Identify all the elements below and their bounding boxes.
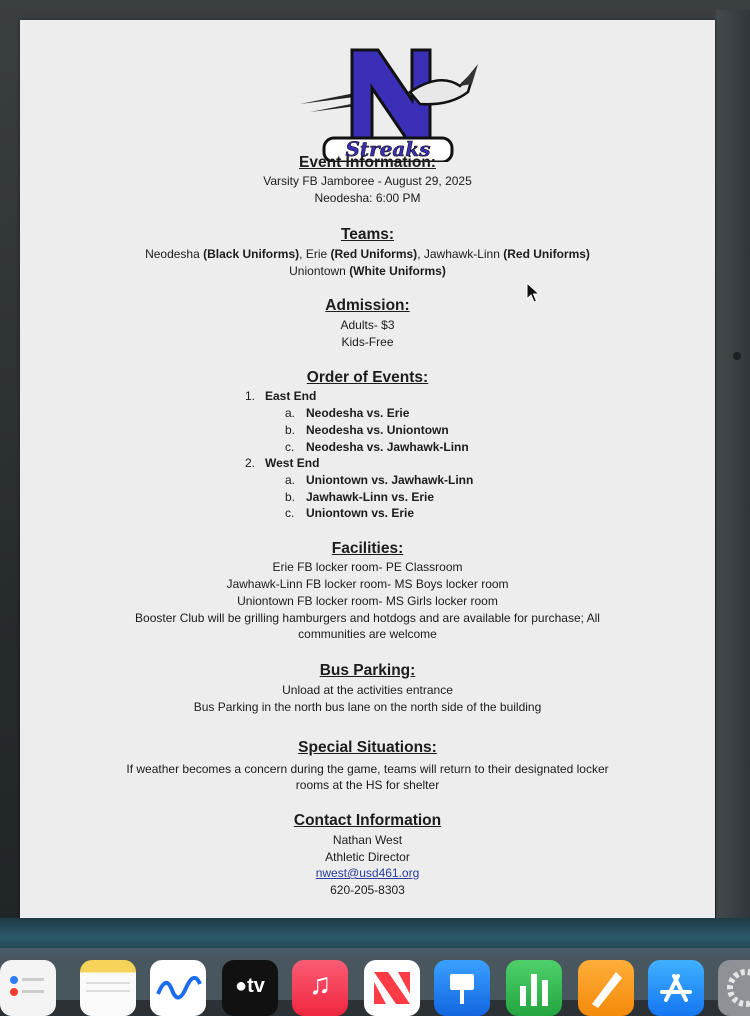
order-group-east-end: East End [265, 389, 317, 403]
special-line: rooms at the HS for shelter [295, 778, 440, 792]
order-heading: Order of Events: [306, 369, 429, 386]
facilities-line: communities are welcome [298, 627, 437, 641]
list-item-letter: b. [285, 423, 296, 437]
contact-title: Athletic Director [325, 850, 410, 864]
facilities-heading: Facilities: [331, 540, 404, 557]
facilities-line: Erie FB locker room- PE Classroom [272, 560, 463, 574]
logo-wordmark: Streaks [345, 137, 431, 161]
contact-heading: Contact Information [293, 812, 442, 829]
team-jawhawk-linn: Jawhawk-Linn [423, 247, 500, 261]
keynote-app-icon[interactable] [434, 960, 490, 1016]
numbers-app-icon[interactable] [506, 960, 562, 1016]
streaks-logo [300, 42, 480, 162]
tv-label: tv [247, 975, 265, 997]
admission-adults: Adults- $3 [340, 318, 395, 332]
team-neodesha: Neodesha [145, 247, 200, 261]
facilities-line: Jawhawk-Linn FB locker room- MS Boys locker room [226, 577, 509, 591]
list-item-letter: b. [285, 490, 296, 504]
team-neodesha-uniform: (Black Uniforms) [203, 247, 300, 261]
app-store-app-icon[interactable] [648, 960, 704, 1016]
team-jawhawk-linn-uniform: (Red Uniforms) [503, 247, 590, 261]
list-item-letter: a. [285, 473, 296, 487]
apple-tv-app-icon[interactable] [222, 960, 278, 1016]
team-erie: Erie [305, 247, 328, 261]
list-item-letter: a. [285, 406, 296, 420]
document-page [20, 20, 715, 918]
list-item: Uniontown vs. Erie [306, 506, 415, 520]
pages-app-icon[interactable] [578, 960, 634, 1016]
facilities-line: Uniontown FB locker room- MS Girls locker room [237, 594, 498, 608]
news-app-icon[interactable] [364, 960, 420, 1016]
team-uniontown-uniform: (White Uniforms) [349, 264, 446, 278]
admission-kids: Kids-Free [341, 335, 394, 349]
event-line-1: Varsity FB Jamboree - August 29, 2025 [263, 174, 472, 188]
freeform-app-icon[interactable] [150, 960, 206, 1016]
order-group-number: 1. [245, 389, 256, 403]
bezel-sensor [733, 352, 741, 360]
reminders-app-icon[interactable] [0, 960, 56, 1016]
admission-heading: Admission: [325, 297, 410, 314]
screen-edge [716, 10, 750, 940]
music-app-icon[interactable]: ♫ [292, 960, 348, 1016]
list-item: Jawhawk-Linn vs. Erie [306, 490, 435, 504]
list-item: Neodesha vs. Uniontown [306, 423, 449, 437]
contact-name: Nathan West [332, 833, 403, 847]
apple-logo-icon: ● [235, 975, 248, 997]
team-erie-uniform: (Red Uniforms) [330, 247, 418, 261]
contact-phone: 620-205-8303 [330, 883, 405, 897]
list-item: Neodesha vs. Jawhawk-Linn [306, 440, 469, 454]
list-item: Neodesha vs. Erie [306, 406, 410, 420]
order-group-west-end: West End [265, 456, 320, 470]
teams-line-2 [20, 263, 715, 280]
list-item-letter: c. [285, 506, 295, 520]
special-heading: Special Situations: [298, 739, 437, 756]
special-line: If weather becomes a concern during the game, teams will return to their designated locker [126, 762, 609, 776]
list-item: Uniontown vs. Jawhawk-Linn [306, 473, 474, 487]
teams-heading: Teams: [340, 226, 395, 243]
mouse-pointer-icon [526, 282, 540, 304]
list-item-letter: c. [285, 440, 295, 454]
settings-app-icon[interactable] [718, 960, 750, 1016]
bus-line: Unload at the activities entrance [282, 683, 453, 697]
facilities-line: Booster Club will be grilling hamburgers and hotdogs and are available for purchase; All [135, 611, 600, 625]
bus-heading: Bus Parking: [319, 662, 416, 679]
contact-email-link[interactable]: nwest@usd461.org [315, 866, 420, 880]
teams-line-1: Neodesha (Black Uniforms), Erie (Red Uniforms), Jawhawk-Linn (Red Uniforms) [145, 247, 590, 261]
order-group-number: 2. [245, 456, 256, 470]
team-uniontown: Uniontown [289, 264, 346, 278]
notes-app-icon[interactable] [80, 960, 136, 1016]
event-line-2: Neodesha: 6:00 PM [314, 191, 421, 205]
contact-email-row [20, 865, 715, 882]
bus-line: Bus Parking in the north bus lane on the north side of the building [193, 700, 542, 714]
event-heading: Event Information: [299, 154, 436, 171]
